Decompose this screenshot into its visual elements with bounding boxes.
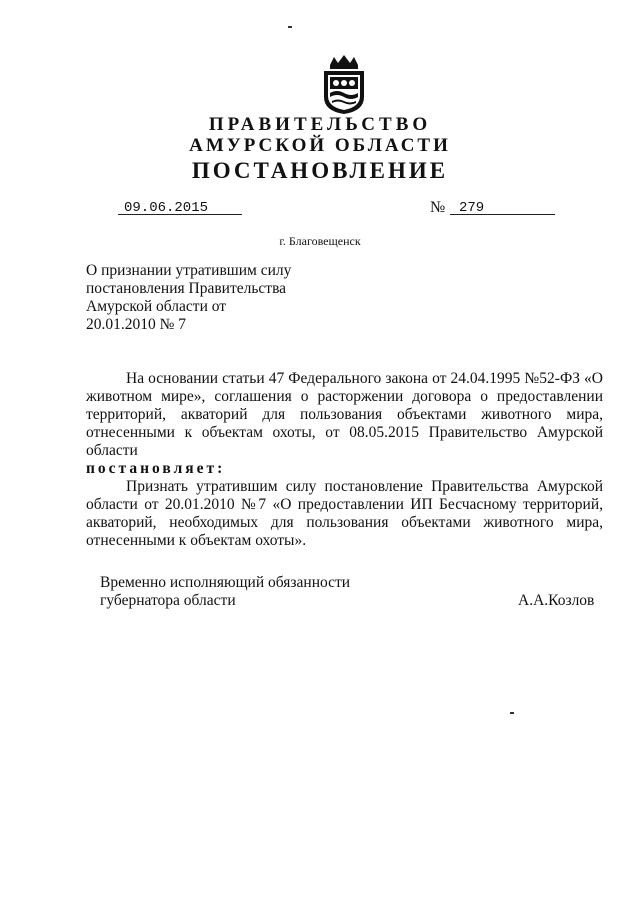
- scan-mark: [510, 712, 514, 714]
- number-underline: [450, 214, 555, 215]
- city-label: г. Благовещенск: [279, 234, 361, 248]
- subject-line: постановления Правительства: [86, 280, 287, 297]
- signer-title-line2: губернатора области: [100, 592, 236, 609]
- document-number: 279: [459, 200, 485, 216]
- subject-line: Амурской области от: [86, 298, 227, 315]
- document-date: 09.06.2015: [124, 200, 209, 216]
- date-underline: [118, 214, 242, 215]
- region-title: АМУРСКОЙ ОБЛАСТИ: [189, 135, 451, 156]
- government-title: ПРАВИТЕЛЬСТВО: [208, 114, 432, 135]
- document-type-title: ПОСТАНОВЛЕНИЕ: [191, 158, 449, 183]
- subject-line: 20.01.2010 № 7: [86, 316, 187, 333]
- decree-keyword: постановляет:: [86, 460, 226, 477]
- signer-title-line1: Временно исполняющий обязанности: [100, 574, 351, 591]
- document-subject: [86, 262, 326, 334]
- coat-of-arms-icon: [316, 55, 372, 115]
- number-sign: №: [430, 199, 446, 216]
- subject-line: О признании утратившим силу: [86, 262, 292, 279]
- preamble-paragraph: На основании статьи 47 Федерального закона от 24.04.1995 №52-ФЗ «О животном мире», соглашения о расторжении договора о предоставлении территорий, акваторий для пользования объектами животного мира, отнесенными к объектам охоты, от 08.05.2015 Правительство Амурской области: [86, 370, 603, 459]
- resolution-paragraph: Признать утратившим силу постановление Правительства Амурской области от 20.01.2010 №7 «О предоставлении ИП Бесчасному территорий, акваторий, необходимых для пользования объектами животного мира, отнесенными к объектам охоты».: [86, 478, 603, 549]
- scan-mark: [288, 26, 292, 28]
- signer-name: А.А.Козлов: [518, 592, 595, 609]
